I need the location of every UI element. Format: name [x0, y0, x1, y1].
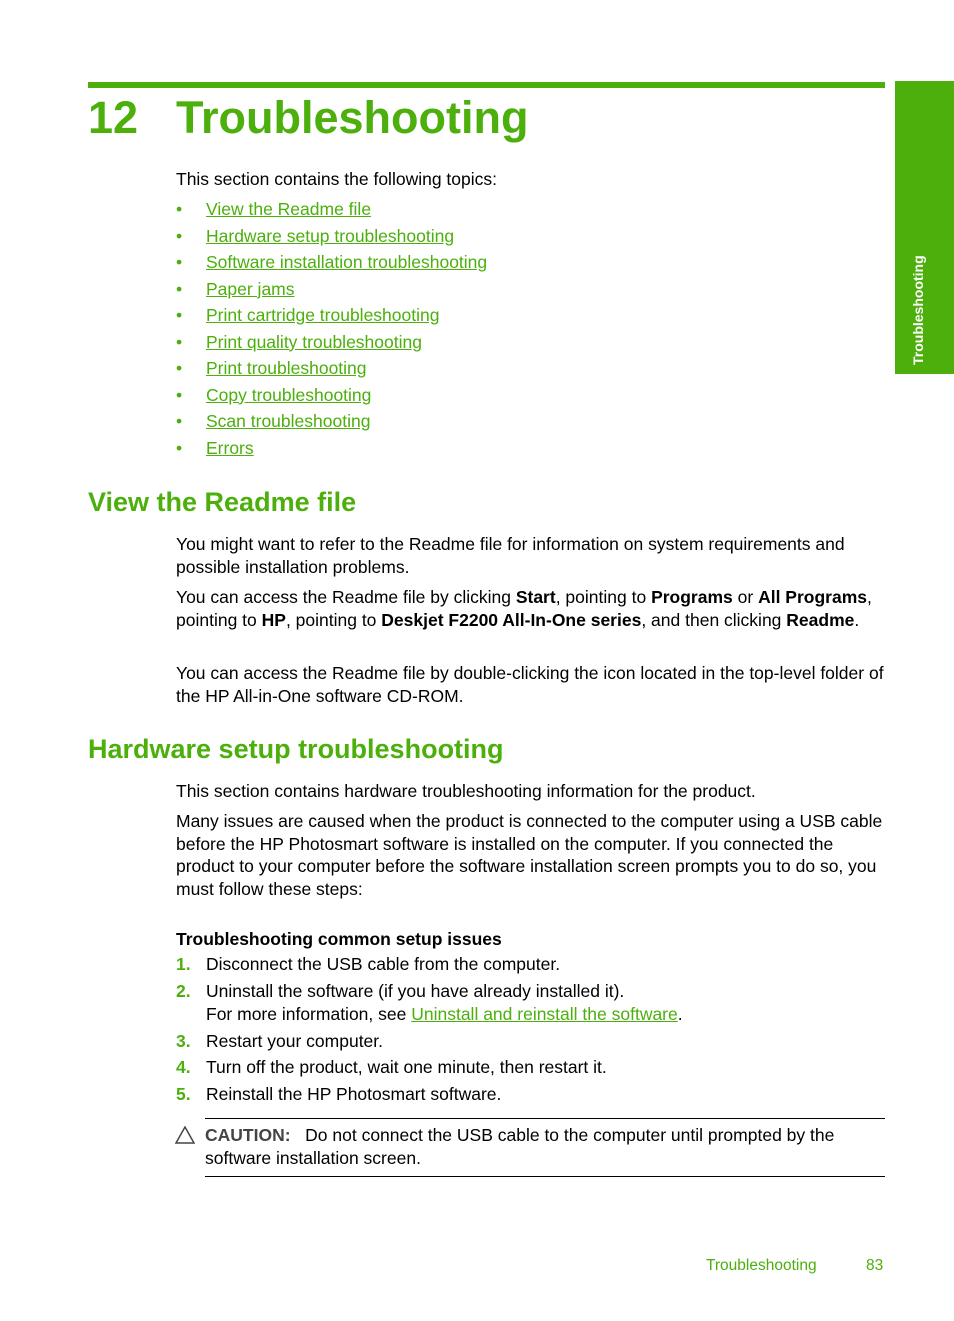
intro-text: This section contains the following topics: [176, 169, 497, 189]
step-number: 2. [176, 980, 191, 1001]
bullet: • [176, 278, 183, 299]
chapter-title-text: Troubleshooting [176, 92, 529, 143]
hardware-paragraph-2: Many issues are caused when the product is connected to the computer using a USB cable before the HP Photosmart software is installed on the computer. If you connected the product to your computer before the software installation screen prompts you to do so, you must follow these steps: [176, 811, 883, 899]
toc-link-paper-jams[interactable]: Paper jams [206, 278, 295, 299]
caution-rule-bottom [205, 1176, 885, 1177]
caution-note [205, 1124, 885, 1170]
step-number: 3. [176, 1030, 191, 1051]
bullet: • [176, 411, 183, 431]
toc-link-copy[interactable]: Copy troubleshooting [206, 384, 372, 405]
step-text: Restart your computer. [206, 1030, 384, 1051]
toc-link-cartridge[interactable]: Print cartridge troubleshooting [206, 305, 440, 325]
hardware-paragraph-1: This section contains hardware troubleshooting information for the product. [176, 781, 756, 801]
bullet: • [176, 331, 183, 352]
step-number: 5. [176, 1083, 191, 1104]
bullet: • [176, 199, 183, 219]
toc-link-hardware[interactable]: Hardware setup troubleshooting [206, 225, 455, 246]
heading-hardware: Hardware setup troubleshooting [88, 734, 504, 764]
caution-text: Do not connect the USB cable to the computer until prompted by the software installation screen. [205, 1125, 835, 1168]
bullet: • [176, 305, 183, 325]
bullet: • [176, 252, 183, 272]
bullet: • [176, 384, 183, 405]
chapter-title [88, 92, 528, 144]
bullet: • [176, 225, 183, 246]
toc-link-readme[interactable]: View the Readme file [206, 199, 372, 219]
caution-triangle-icon [175, 1126, 195, 1144]
toc-link-scan[interactable]: Scan troubleshooting [206, 411, 371, 431]
caution-rule-top [205, 1118, 885, 1119]
step-number: 1. [176, 954, 191, 974]
toc-link-software[interactable]: Software installation troubleshooting [206, 252, 488, 272]
readme-paragraph-1: You might want to refer to the Readme file for information on system requirements and possible installation problems. [176, 534, 845, 577]
step-text: Reinstall the HP Photosmart software. [206, 1083, 502, 1104]
readme-paragraph-3: You can access the Readme file by double-clicking the icon located in the top-level folder of the HP All-in-One software CD-ROM. [176, 663, 884, 706]
toc-link-print-quality[interactable]: Print quality troubleshooting [206, 331, 422, 352]
uninstall-link[interactable]: Uninstall and reinstall the software [411, 1003, 678, 1024]
heading-readme: View the Readme file [88, 487, 357, 517]
more-info-text: For more information, see Uninstall and reinstall the software. [206, 1003, 683, 1024]
side-tab-label: Troubleshooting [910, 255, 926, 365]
step-number: 4. [176, 1057, 191, 1077]
toc-link-errors[interactable]: Errors [206, 437, 254, 458]
footer-section: Troubleshooting [706, 1257, 817, 1274]
steps-heading: Troubleshooting common setup issues [176, 929, 502, 949]
caution-label: CAUTION: [205, 1125, 291, 1145]
chapter-number: 12 [88, 92, 139, 143]
step-text: Disconnect the USB cable from the computer. [206, 954, 561, 974]
chapter-rule [88, 82, 885, 88]
bullet: • [176, 437, 183, 458]
step-text: Turn off the product, wait one minute, then restart it. [206, 1057, 607, 1077]
step-text: Uninstall the software (if you have already installed it). [206, 980, 625, 1001]
page-number: 83 [866, 1257, 884, 1274]
toc-link-print[interactable]: Print troubleshooting [206, 358, 367, 378]
readme-paragraph-2: You can access the Readme file by clicking Start, pointing to Programs or All Programs, pointing to HP, pointing to Deskjet F2200 All-In-One series, and then clicking Readme. [176, 587, 872, 630]
bullet: • [176, 358, 183, 378]
